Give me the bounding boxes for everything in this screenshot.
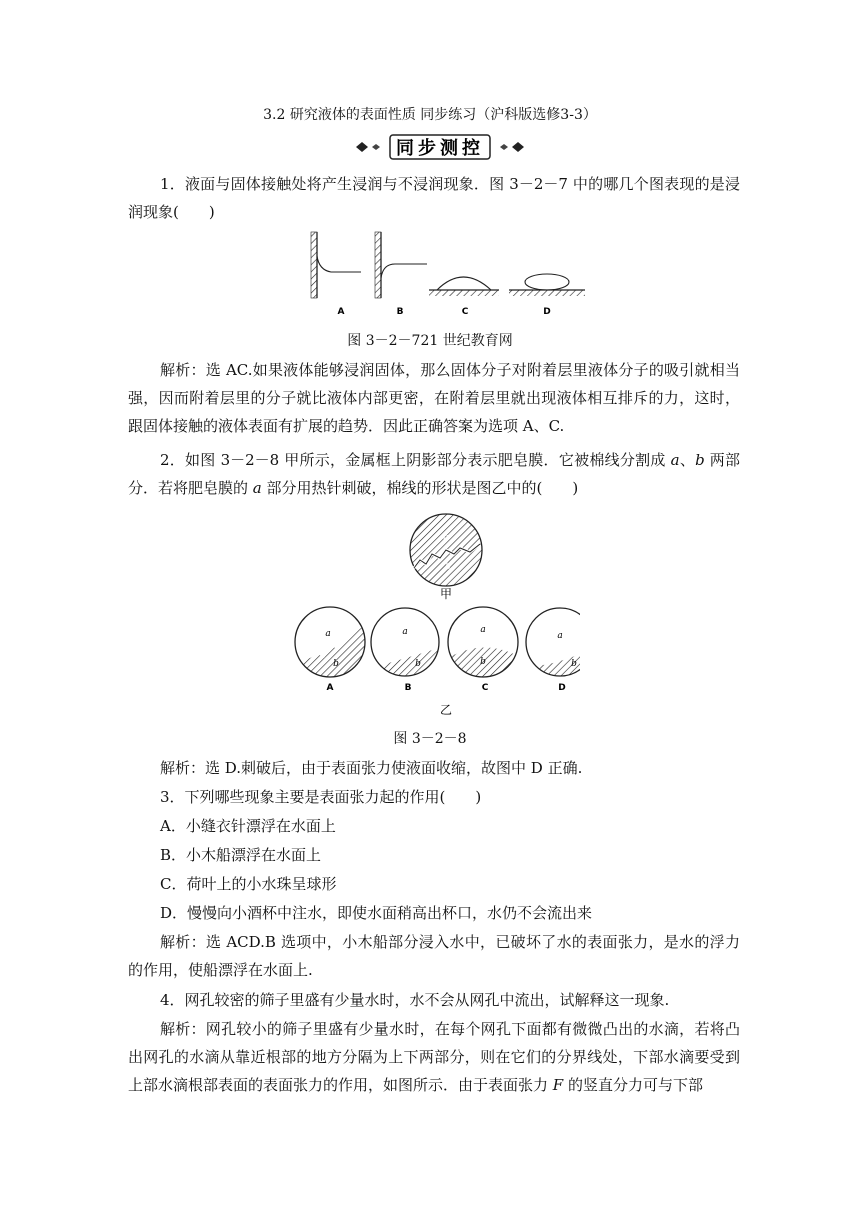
svg-text:b: b bbox=[333, 659, 339, 669]
option-b: B．小木船漂浮在水面上 bbox=[160, 846, 322, 864]
answer-3: 解析：选 ACD.B 选项中，小木船部分浸入水中，已破坏了水的表面张力，是水的浮力的作用，使船漂浮在水面上. bbox=[128, 933, 740, 979]
question-4: 4．网孔较密的筛子里盛有少量水时，水不会从网孔中流出，试解释这一现象. bbox=[160, 991, 670, 1009]
fig2-label-c: C bbox=[481, 683, 489, 693]
fig1-label-d: D bbox=[543, 307, 551, 317]
answer-1: 解析：选 AC.如果液体能够浸润固体，那么固体分子对附着层里液体分子的吸引就相当强，因而附着层里的分子就比液体内部更密，在附着层里就出现液体相互排斥的力，这时，跟固体接触的液体表面有扩展的趋势．因此正确答案为选项 A、C. bbox=[128, 361, 740, 435]
answer-4: 解析：网孔较小的筛子里盛有少量水时，在每个网孔下面都有微微凸出的水滴，若将凸出网孔的水滴从靠近根部的地方分隔为上下两部分，则在它们的分界线处，下部水滴要受到上部水滴根部表面的表面张力的作用，如图所示．由于表面张力 F 的竖直分力可与下部 bbox=[128, 1020, 740, 1094]
question-3: 3．下列哪些现象主要是表面张力起的作用( ) bbox=[160, 788, 482, 806]
fig1-label-a: A bbox=[337, 307, 345, 317]
figure-3-2-8 bbox=[290, 508, 580, 718]
svg-text:a: a bbox=[325, 629, 331, 639]
fig2-label-a: A bbox=[326, 683, 334, 693]
fig1-label-b: B bbox=[396, 307, 404, 317]
svg-text:b: b bbox=[571, 659, 577, 669]
figure-caption-2: 图 3－2－8 bbox=[393, 731, 467, 747]
svg-text:b: b bbox=[415, 659, 421, 669]
page-title: 3.2 研究液体的表面性质 同步练习（沪科版选修3-3） bbox=[263, 107, 597, 123]
fig2-label-yi: 乙 bbox=[439, 703, 453, 717]
question-2: 2．如图 3－2－8 甲所示，金属框上阴影部分表示肥皂膜．它被棉线分割成 a、b 两部分．若将肥皂膜的 a 部分用热针刺破，棉线的形状是图乙中的( ) bbox=[128, 451, 740, 497]
svg-text:a: a bbox=[443, 533, 449, 543]
fig2-label-jia: 甲 bbox=[439, 587, 453, 601]
section-banner bbox=[350, 133, 530, 161]
fig1-label-c: C bbox=[461, 307, 469, 317]
figure-3-2-7 bbox=[305, 228, 585, 320]
option-c: C．荷叶上的小水珠呈球形 bbox=[160, 875, 337, 893]
svg-text:a: a bbox=[557, 631, 563, 641]
option-d: D．慢慢向小酒杯中注水，即使水面稍高出杯口，水仍不会流出来 bbox=[160, 904, 593, 922]
fig2-label-d: D bbox=[558, 683, 566, 693]
answer-2: 解析：选 D.刺破后，由于表面张力使液面收缩，故图中 D 正确. bbox=[160, 759, 583, 777]
svg-text:a: a bbox=[480, 625, 486, 635]
svg-text:a: a bbox=[402, 627, 408, 637]
banner-text: 同步测控 bbox=[396, 138, 484, 159]
figure-caption-1: 图 3－2－721 世纪教育网 bbox=[347, 333, 513, 349]
option-a: A．小缝衣针漂浮在水面上 bbox=[160, 817, 336, 835]
question-1: 1．液面与固体接触处将产生浸润与不浸润现象．图 3－2－7 中的哪几个图表现的是浸润现象( ) bbox=[128, 175, 740, 221]
fig2-label-b: B bbox=[404, 683, 412, 693]
svg-text:b: b bbox=[445, 562, 451, 572]
svg-text:b: b bbox=[480, 657, 486, 667]
